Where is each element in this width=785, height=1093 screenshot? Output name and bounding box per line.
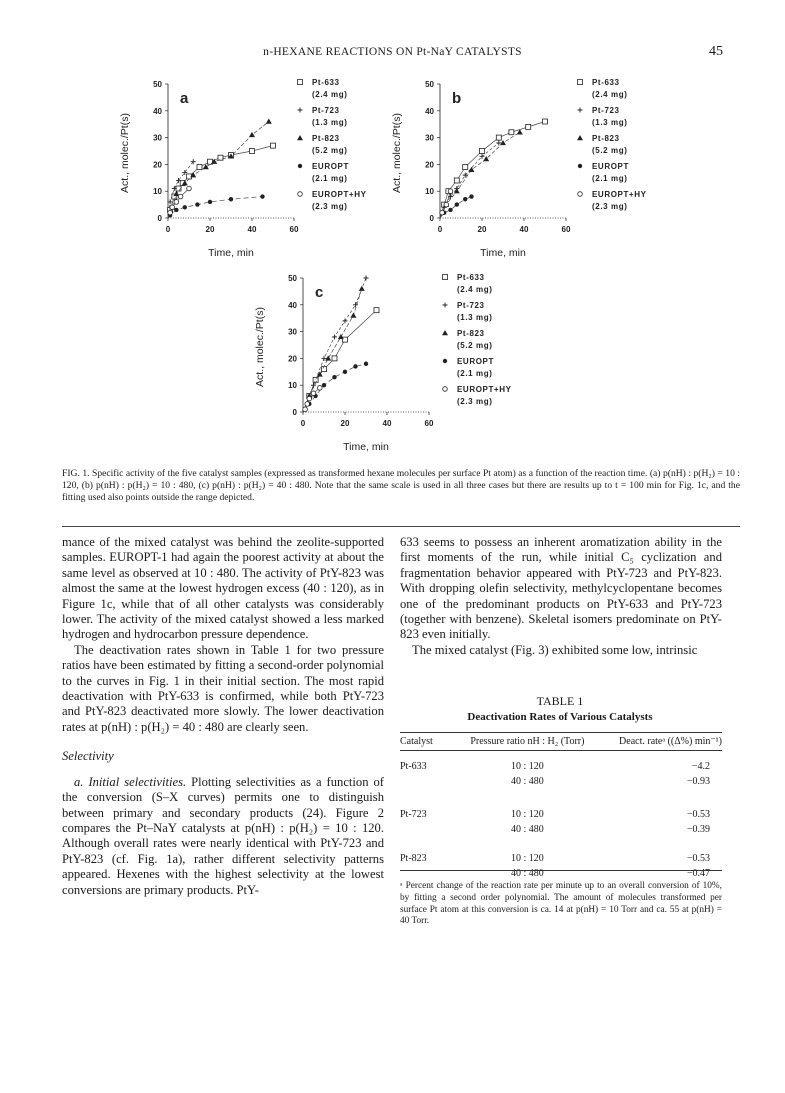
y-tick-label: 40 xyxy=(288,300,297,310)
data-point xyxy=(170,205,175,210)
legend-entry xyxy=(443,273,493,294)
x-tick-label: 40 xyxy=(519,225,529,234)
data-point xyxy=(577,135,583,140)
x-tick-label: 20 xyxy=(340,419,350,428)
x-tick-label: 0 xyxy=(165,225,171,234)
legend-mass: (1.3 mg) xyxy=(457,313,493,322)
data-point xyxy=(174,200,179,205)
data-point xyxy=(318,386,323,391)
legend-label: Pt-823 xyxy=(592,134,620,143)
paragraph: The mixed catalyst (Fig. 3) exhibited some low, intrinsic xyxy=(412,642,698,657)
data-point xyxy=(298,80,303,85)
data-point xyxy=(343,337,348,342)
y-tick-label: 40 xyxy=(153,106,162,116)
paragraph: mance of the mixed catalyst was behind the zeolite-supported samples. EUROPT-1 had again the poorest activity at about the same level as observed at 10 : 480. The activity of PtY-823 was almost the same at the lowest hydrogen excess (40 : 120), as in Figure 1c, while that of all other catalysts was considerably lower. The activity of the mixed catalyst showed a less marked hydrogen and hydrocarbon pressure dependence. xyxy=(62,535,384,642)
y-tick-label: 10 xyxy=(425,187,434,197)
legend-entry xyxy=(443,301,493,322)
y-tick-label: 10 xyxy=(153,187,162,197)
legend-entry xyxy=(298,162,349,183)
table-cell: −0.53 xyxy=(686,808,710,820)
data-point xyxy=(322,367,327,372)
x-tick-label: 60 xyxy=(561,225,571,234)
legend-entry xyxy=(578,190,647,211)
x-tick-label: 0 xyxy=(437,225,443,234)
legend-label: Pt-633 xyxy=(592,78,620,87)
legend-mass: (2.3 mg) xyxy=(592,202,628,211)
legend-label: Pt-823 xyxy=(312,134,340,143)
legend-label: EUROPT+HY xyxy=(457,385,512,394)
data-point xyxy=(271,143,276,148)
table-cell: Pt-723 xyxy=(400,808,427,820)
left-column xyxy=(62,535,384,898)
legend-mass: (2.4 mg) xyxy=(312,90,348,99)
table-cell: −0.53 xyxy=(686,852,710,864)
chart-panel-a xyxy=(119,78,367,259)
data-point xyxy=(442,330,448,335)
series-line xyxy=(440,132,520,218)
legend-mass: (2.3 mg) xyxy=(457,397,493,406)
x-axis-label: Time, min xyxy=(480,247,526,259)
data-point xyxy=(469,167,475,172)
y-axis-label: Act., molec./Pt(s) xyxy=(119,113,131,193)
x-tick-label: 60 xyxy=(289,225,299,234)
data-point xyxy=(298,164,302,168)
data-point xyxy=(313,377,318,382)
data-point xyxy=(443,303,448,308)
table-header-cell: Pressure ratio nH : H₂ (Torr) xyxy=(458,733,597,751)
data-point xyxy=(260,194,264,198)
legend-entry xyxy=(442,329,492,350)
y-tick-label: 0 xyxy=(429,214,434,223)
data-point xyxy=(496,135,501,140)
data-point xyxy=(364,362,368,366)
legend-mass: (5.2 mg) xyxy=(457,341,493,350)
data-point xyxy=(480,149,485,154)
panel-label: c xyxy=(315,283,324,301)
data-point xyxy=(249,132,255,137)
table-footnote: ᵃ Percent change of the reaction rate per minute up to an overall conversion of 10%, by fitting a second order polynomial. The amount of molecules transformed per surface Pt atom at this conversion is ca. 14 at p(nH) = 10 Torr and ca. 55 at p(nH) = 40 Torr. xyxy=(400,881,722,927)
panel-label: b xyxy=(452,89,462,107)
x-tick-label: 0 xyxy=(300,419,306,428)
data-point xyxy=(448,208,452,212)
data-point xyxy=(208,200,212,204)
legend-label: EUROPT xyxy=(592,162,629,171)
legend-label: Pt-723 xyxy=(312,106,340,115)
data-point xyxy=(463,165,468,170)
table-row xyxy=(400,866,722,881)
legend-mass: (2.4 mg) xyxy=(592,90,628,99)
legend-mass: (2.1 mg) xyxy=(312,174,348,183)
data-point xyxy=(444,202,449,207)
data-point xyxy=(229,197,233,201)
table-cell: 40 : 480 xyxy=(511,867,544,879)
x-tick-label: 20 xyxy=(477,225,487,234)
data-point xyxy=(543,119,548,124)
figure-caption: FIG. 1. Specific activity of the five catalyst samples (expressed as transformed hexane molecules per surface Pt atom) as a function of the reaction time. (a) p(nH) : p(H₂) = 10 : 120, (b) p(nH) : p(H₂) = 10 : 480, (c) p(nH) : p(H₂) = 40 : 480. Note that the same scale is used in all three cases but there are results up to t = 100 min for Fig. 1c, and the fitting used also points outside the range depicted. xyxy=(62,468,740,504)
legend-label: Pt-633 xyxy=(457,273,485,282)
legend-label: Pt-723 xyxy=(592,106,620,115)
data-point xyxy=(305,402,310,407)
y-tick-label: 0 xyxy=(157,214,162,223)
figure-1 xyxy=(0,70,785,465)
data-point xyxy=(298,108,303,113)
data-point xyxy=(343,370,347,374)
table-row xyxy=(400,807,722,822)
table-cell: 10 : 120 xyxy=(511,760,544,772)
data-point xyxy=(338,334,344,339)
legend-mass: (5.2 mg) xyxy=(592,146,628,155)
data-point xyxy=(250,149,255,154)
panel-label: a xyxy=(180,89,189,107)
legend-label: EUROPT xyxy=(457,357,494,366)
chart-panel-b xyxy=(391,78,647,259)
data-point xyxy=(187,186,192,191)
legend-entry xyxy=(578,162,629,183)
data-point xyxy=(578,192,583,197)
data-point xyxy=(578,108,583,113)
legend-entry xyxy=(298,190,367,211)
legend-label: EUROPT+HY xyxy=(592,190,647,199)
table-header-row xyxy=(400,733,722,751)
section-heading: Selectivity xyxy=(62,749,114,764)
legend-entry xyxy=(297,134,347,155)
y-tick-label: 20 xyxy=(153,160,162,170)
table-row xyxy=(400,851,722,866)
data-point xyxy=(195,202,199,206)
table-row xyxy=(400,774,722,789)
table-cell: 10 : 120 xyxy=(511,852,544,864)
x-tick-label: 40 xyxy=(247,225,257,234)
y-axis-label: Act., molec./Pt(s) xyxy=(391,113,403,193)
legend-entry xyxy=(577,134,627,155)
data-point xyxy=(463,197,467,201)
data-point xyxy=(332,375,336,379)
data-point xyxy=(266,119,272,124)
data-point xyxy=(183,205,187,209)
y-tick-label: 30 xyxy=(153,133,162,143)
data-point xyxy=(197,165,202,170)
data-point xyxy=(350,313,356,318)
divider xyxy=(62,526,740,527)
y-tick-label: 10 xyxy=(288,381,297,391)
legend-label: Pt-723 xyxy=(457,301,485,310)
y-tick-label: 20 xyxy=(288,354,297,364)
table-header-cell: Deact. rateᵃ ((Δ%) min⁻¹) xyxy=(597,733,722,751)
data-point xyxy=(332,334,337,339)
legend-entry xyxy=(443,385,512,406)
x-tick-label: 20 xyxy=(205,225,215,234)
table-cell: −0.39 xyxy=(686,823,710,835)
paragraph: 633 seems to possess an inherent aromatization ability in the first moments of the run, while initial C₅ cyclization and fragmentation behavior appeared with PtY-723 and PtY-823. With dropping olefin selectivity, methylcyclopentane becomes one of the predominant products on PtY-633 and PtY-723 (together with benzene). Skeletal isomers predominate on PtY-823 even initially. xyxy=(400,535,722,642)
data-point xyxy=(443,387,448,392)
table-cell: −4.2 xyxy=(691,760,710,772)
page-number: 45 xyxy=(709,44,723,59)
legend-mass: (2.3 mg) xyxy=(312,202,348,211)
legend-label: EUROPT+HY xyxy=(312,190,367,199)
table-cell: 40 : 480 xyxy=(511,775,544,787)
data-point xyxy=(448,189,453,194)
chart-panel-c xyxy=(254,273,512,453)
data-point xyxy=(526,124,531,129)
series-line xyxy=(168,197,263,218)
table-cell: −0.47 xyxy=(686,867,710,879)
x-tick-label: 60 xyxy=(424,419,434,428)
table-cell: Pt-823 xyxy=(400,852,427,864)
x-axis-label: Time, min xyxy=(208,247,254,259)
table-title: TABLE 1 xyxy=(536,694,584,708)
data-point xyxy=(359,286,365,291)
data-point xyxy=(443,275,448,280)
data-point xyxy=(455,202,459,206)
paragraph xyxy=(62,775,384,898)
data-point xyxy=(343,318,348,323)
legend-entry xyxy=(298,106,348,127)
data-point xyxy=(178,194,183,199)
data-point xyxy=(443,359,447,363)
deactivation-table xyxy=(400,732,722,881)
table-row xyxy=(400,759,722,774)
table-bottom-rule xyxy=(400,870,722,871)
data-point xyxy=(578,164,582,168)
y-tick-label: 50 xyxy=(153,80,162,89)
legend-entry xyxy=(298,78,348,99)
subsection-heading: a. Initial selectivities. xyxy=(74,774,187,789)
y-tick-label: 0 xyxy=(292,408,297,417)
table-cell: 10 : 120 xyxy=(511,808,544,820)
data-point xyxy=(454,178,459,183)
x-axis-label: Time, min xyxy=(343,441,389,453)
data-point xyxy=(174,208,178,212)
legend-entry xyxy=(578,78,628,99)
paragraph: The deactivation rates shown in Table 1 for two pressure ratios have been estimated by fitting a second-order polynomial to the curves in Fig. 1 in their initial section. The most rapid deactivation with PtY-633 is confirmed, while both PtY-723 and PtY-823 deactivated more slowly. The lower deactivation rates at p(nH) : p(H₂) = 40 : 480 are clearly seen. xyxy=(62,642,384,734)
data-point xyxy=(307,396,312,401)
data-point xyxy=(322,383,326,387)
table-header-cell: Catalyst xyxy=(400,733,458,751)
data-point xyxy=(509,130,514,135)
legend-label: Pt-823 xyxy=(457,329,485,338)
legend-entry xyxy=(443,357,494,378)
page-header xyxy=(0,46,785,66)
legend-mass: (2.1 mg) xyxy=(457,369,493,378)
data-point xyxy=(303,407,308,412)
paragraph-text: Plotting selectivities as a function of the conversion (S–X curves) permits one to distinguish between primary and secondary products (24). Figure 2 compares the Pt–NaY catalysts at p(nH) : p(H₂) = 10 : 120. Although overall rates were nearly identical with PtY-723 and PtY-823 (cf. Fig. 1a), rather different selectivity patterns appeared. Hexenes with the highest selectivity at the lowest conversions are primary products. PtY- xyxy=(62,774,384,897)
data-point xyxy=(332,356,337,361)
legend-entry xyxy=(578,106,628,127)
data-point xyxy=(298,192,303,197)
data-point xyxy=(311,391,316,396)
table-cell: Pt-633 xyxy=(400,760,427,772)
table-cell: 40 : 480 xyxy=(511,823,544,835)
y-tick-label: 50 xyxy=(425,80,434,89)
y-tick-label: 30 xyxy=(425,133,434,143)
legend-mass: (5.2 mg) xyxy=(312,146,348,155)
y-tick-label: 30 xyxy=(288,327,297,337)
legend-mass: (1.3 mg) xyxy=(592,118,628,127)
table-subtitle: Deactivation Rates of Various Catalysts xyxy=(467,711,653,723)
data-point xyxy=(578,80,583,85)
right-column xyxy=(400,535,722,658)
data-point xyxy=(469,194,473,198)
legend-mass: (1.3 mg) xyxy=(312,118,348,127)
legend-label: EUROPT xyxy=(312,162,349,171)
legend-label: Pt-633 xyxy=(312,78,340,87)
legend-mass: (2.4 mg) xyxy=(457,285,493,294)
table-row xyxy=(400,822,722,837)
y-tick-label: 50 xyxy=(288,274,297,283)
table-cell: −0.93 xyxy=(686,775,710,787)
running-head: n-HEXANE REACTIONS ON Pt-NaY CATALYSTS xyxy=(263,46,522,58)
legend-mass: (2.1 mg) xyxy=(592,174,628,183)
data-point xyxy=(168,210,173,215)
x-tick-label: 40 xyxy=(382,419,392,428)
data-point xyxy=(440,210,445,215)
data-point xyxy=(353,364,357,368)
data-point xyxy=(374,308,379,313)
y-tick-label: 20 xyxy=(425,160,434,170)
data-point xyxy=(297,135,303,140)
y-axis-label: Act., molec./Pt(s) xyxy=(254,307,266,387)
y-tick-label: 40 xyxy=(425,106,434,116)
data-point xyxy=(364,276,369,281)
